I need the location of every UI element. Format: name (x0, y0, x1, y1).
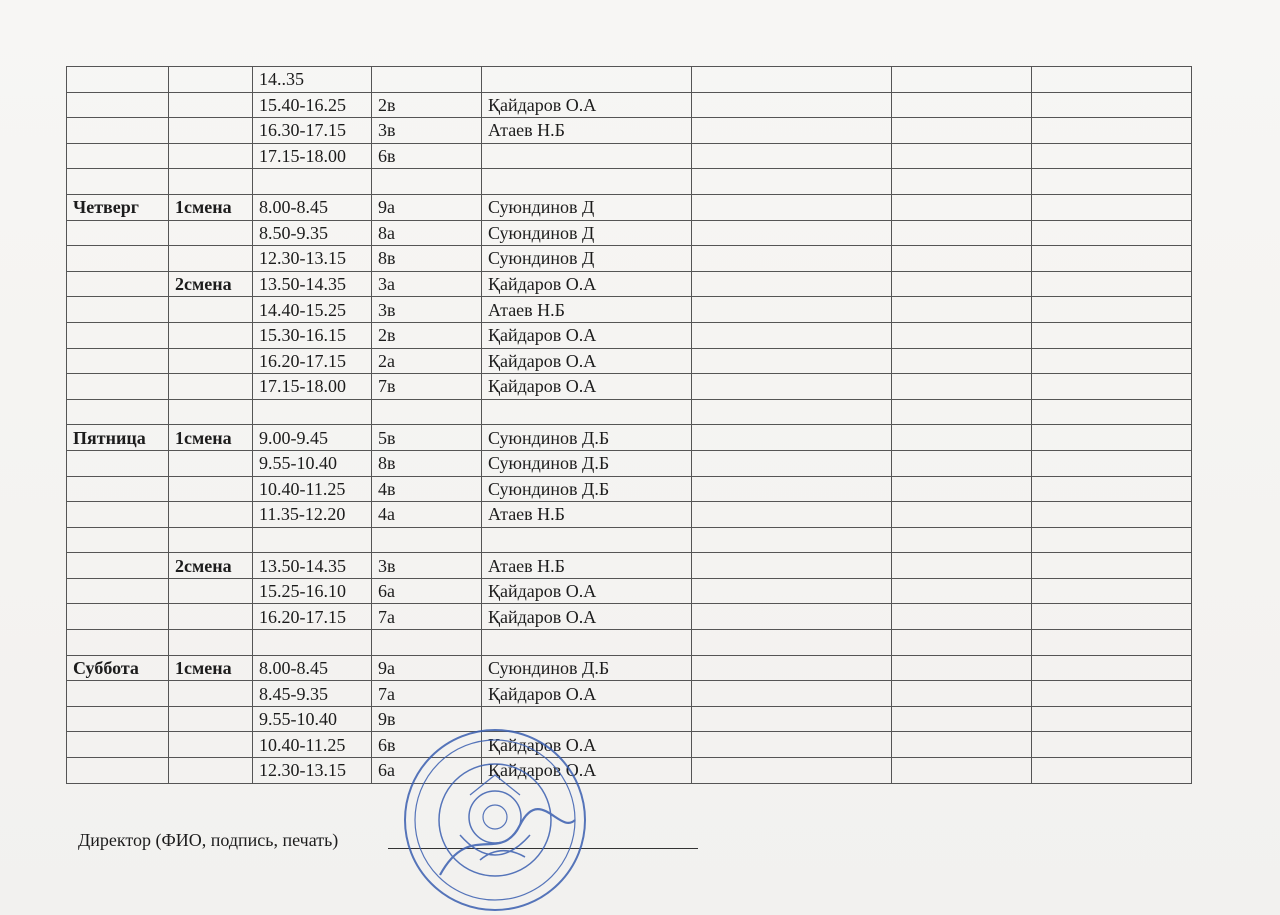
class-cell: 2в (372, 322, 482, 348)
empty-cell (1032, 67, 1192, 93)
empty-cell (692, 425, 892, 451)
empty-cell (692, 604, 892, 630)
table-row (67, 399, 1192, 425)
day-cell (67, 399, 169, 425)
shift-cell (169, 450, 253, 476)
empty-cell (692, 118, 892, 144)
time-cell: 15.40-16.25 (253, 92, 372, 118)
empty-cell (892, 450, 1032, 476)
empty-cell (892, 246, 1032, 272)
empty-cell (1032, 374, 1192, 400)
shift-cell: 2смена (169, 553, 253, 579)
empty-cell (892, 92, 1032, 118)
teacher-cell: Қайдаров О.А (482, 681, 692, 707)
official-stamp-icon (400, 725, 590, 915)
table-row (67, 450, 1192, 476)
empty-cell (892, 194, 1032, 220)
empty-cell (692, 630, 892, 656)
empty-cell (892, 425, 1032, 451)
time-cell: 16.30-17.15 (253, 118, 372, 144)
empty-cell (1032, 604, 1192, 630)
table-row (67, 220, 1192, 246)
time-cell: 11.35-12.20 (253, 502, 372, 528)
day-cell (67, 758, 169, 784)
table-row (67, 143, 1192, 169)
day-cell: Суббота (67, 655, 169, 681)
empty-cell (1032, 169, 1192, 195)
shift-cell (169, 92, 253, 118)
time-cell: 15.25-16.10 (253, 578, 372, 604)
table-row (67, 246, 1192, 272)
shift-cell (169, 246, 253, 272)
day-cell (67, 143, 169, 169)
shift-cell: 1смена (169, 425, 253, 451)
empty-cell (892, 169, 1032, 195)
time-cell: 12.30-13.15 (253, 246, 372, 272)
time-cell: 8.50-9.35 (253, 220, 372, 246)
time-cell: 15.30-16.15 (253, 322, 372, 348)
shift-cell: 2смена (169, 271, 253, 297)
class-cell: 8в (372, 246, 482, 272)
day-cell (67, 578, 169, 604)
shift-cell (169, 374, 253, 400)
time-cell: 17.15-18.00 (253, 143, 372, 169)
class-cell: 3в (372, 297, 482, 323)
day-cell (67, 374, 169, 400)
time-cell: 17.15-18.00 (253, 374, 372, 400)
time-cell: 14.40-15.25 (253, 297, 372, 323)
class-cell: 5в (372, 425, 482, 451)
shift-cell (169, 143, 253, 169)
empty-cell (692, 681, 892, 707)
class-cell: 6а (372, 578, 482, 604)
class-cell: 8в (372, 450, 482, 476)
empty-cell (1032, 220, 1192, 246)
time-cell: 8.00-8.45 (253, 655, 372, 681)
day-cell (67, 92, 169, 118)
time-cell (253, 630, 372, 656)
empty-cell (1032, 655, 1192, 681)
day-cell (67, 169, 169, 195)
empty-cell (892, 220, 1032, 246)
empty-cell (892, 67, 1032, 93)
empty-cell (1032, 297, 1192, 323)
empty-cell (892, 604, 1032, 630)
class-cell: 2в (372, 92, 482, 118)
empty-cell (692, 553, 892, 579)
empty-cell (1032, 706, 1192, 732)
empty-cell (892, 732, 1032, 758)
shift-cell (169, 348, 253, 374)
teacher-cell: Атаев Н.Б (482, 118, 692, 144)
empty-cell (692, 67, 892, 93)
empty-cell (692, 450, 892, 476)
time-cell (253, 399, 372, 425)
day-cell (67, 246, 169, 272)
day-cell (67, 502, 169, 528)
shift-cell (169, 322, 253, 348)
empty-cell (892, 271, 1032, 297)
empty-cell (692, 220, 892, 246)
empty-cell (692, 374, 892, 400)
empty-cell (1032, 194, 1192, 220)
teacher-cell: Қайдаров О.А (482, 348, 692, 374)
empty-cell (692, 297, 892, 323)
shift-cell (169, 67, 253, 93)
empty-cell (1032, 425, 1192, 451)
empty-cell (892, 527, 1032, 553)
shift-cell (169, 476, 253, 502)
time-cell (253, 169, 372, 195)
empty-cell (892, 476, 1032, 502)
time-cell: 16.20-17.15 (253, 604, 372, 630)
table-row (67, 604, 1192, 630)
empty-cell (692, 169, 892, 195)
day-cell (67, 476, 169, 502)
class-cell (372, 630, 482, 656)
empty-cell (892, 143, 1032, 169)
table-row (67, 322, 1192, 348)
day-cell (67, 67, 169, 93)
time-cell: 14..35 (253, 67, 372, 93)
empty-cell (692, 399, 892, 425)
shift-cell (169, 399, 253, 425)
empty-cell (692, 655, 892, 681)
empty-cell (692, 758, 892, 784)
time-cell: 13.50-14.35 (253, 271, 372, 297)
day-cell (67, 681, 169, 707)
empty-cell (1032, 246, 1192, 272)
table-row (67, 169, 1192, 195)
empty-cell (692, 732, 892, 758)
class-cell: 7а (372, 604, 482, 630)
teacher-cell: Атаев Н.Б (482, 502, 692, 528)
day-cell (67, 348, 169, 374)
day-cell (67, 732, 169, 758)
shift-cell (169, 578, 253, 604)
teacher-cell: Қайдаров О.А (482, 758, 692, 784)
time-cell: 8.45-9.35 (253, 681, 372, 707)
empty-cell (1032, 143, 1192, 169)
class-cell: 4а (372, 502, 482, 528)
shift-cell (169, 604, 253, 630)
empty-cell (692, 194, 892, 220)
empty-cell (1032, 322, 1192, 348)
empty-cell (1032, 118, 1192, 144)
time-cell: 12.30-13.15 (253, 758, 372, 784)
empty-cell (1032, 348, 1192, 374)
class-cell: 3в (372, 118, 482, 144)
teacher-cell: Суюндинов Д.Б (482, 450, 692, 476)
empty-cell (692, 92, 892, 118)
table-row (67, 681, 1192, 707)
day-cell: Четверг (67, 194, 169, 220)
empty-cell (692, 143, 892, 169)
table-row (67, 374, 1192, 400)
empty-cell (1032, 399, 1192, 425)
empty-cell (692, 502, 892, 528)
table-row (67, 194, 1192, 220)
table-row (67, 92, 1192, 118)
empty-cell (1032, 271, 1192, 297)
class-cell: 2а (372, 348, 482, 374)
day-cell (67, 450, 169, 476)
empty-cell (1032, 527, 1192, 553)
empty-cell (692, 706, 892, 732)
teacher-cell: Қайдаров О.А (482, 604, 692, 630)
teacher-cell (482, 143, 692, 169)
empty-cell (1032, 92, 1192, 118)
time-cell: 16.20-17.15 (253, 348, 372, 374)
teacher-cell: Қайдаров О.А (482, 322, 692, 348)
teacher-cell (482, 169, 692, 195)
table-row (67, 758, 1192, 784)
empty-cell (1032, 553, 1192, 579)
empty-cell (892, 348, 1032, 374)
day-cell: Пятница (67, 425, 169, 451)
teacher-cell: Суюндинов Д (482, 220, 692, 246)
class-cell: 9а (372, 194, 482, 220)
empty-cell (892, 578, 1032, 604)
empty-cell (892, 553, 1032, 579)
empty-cell (892, 374, 1032, 400)
teacher-cell: Суюндинов Д (482, 194, 692, 220)
table-row (67, 578, 1192, 604)
empty-cell (692, 476, 892, 502)
class-cell: 4в (372, 476, 482, 502)
empty-cell (692, 527, 892, 553)
day-cell (67, 322, 169, 348)
empty-cell (892, 706, 1032, 732)
empty-cell (692, 348, 892, 374)
class-cell: 6в (372, 143, 482, 169)
shift-cell (169, 169, 253, 195)
empty-cell (692, 322, 892, 348)
shift-cell (169, 502, 253, 528)
time-cell: 13.50-14.35 (253, 553, 372, 579)
table-row (67, 476, 1192, 502)
teacher-cell: Суюндинов Д (482, 246, 692, 272)
shift-cell (169, 681, 253, 707)
class-cell: 3а (372, 271, 482, 297)
day-cell (67, 271, 169, 297)
empty-cell (892, 630, 1032, 656)
shift-cell: 1смена (169, 655, 253, 681)
teacher-cell: Қайдаров О.А (482, 92, 692, 118)
teacher-cell: Суюндинов Д.Б (482, 655, 692, 681)
table-row (67, 297, 1192, 323)
table-row (67, 67, 1192, 93)
empty-cell (1032, 476, 1192, 502)
day-cell (67, 297, 169, 323)
director-signature-label: Директор (ФИО, подпись, печать) (78, 830, 339, 850)
time-cell (253, 527, 372, 553)
teacher-cell (482, 67, 692, 93)
time-cell: 9.00-9.45 (253, 425, 372, 451)
teacher-cell: Қайдаров О.А (482, 732, 692, 758)
teacher-cell: Қайдаров О.А (482, 374, 692, 400)
empty-cell (892, 681, 1032, 707)
empty-cell (692, 271, 892, 297)
class-cell (372, 67, 482, 93)
empty-cell (692, 578, 892, 604)
day-cell (67, 604, 169, 630)
shift-cell (169, 630, 253, 656)
empty-cell (1032, 758, 1192, 784)
class-cell (372, 399, 482, 425)
class-cell: 9в (372, 706, 482, 732)
empty-cell (1032, 578, 1192, 604)
empty-cell (1032, 502, 1192, 528)
teacher-cell: Суюндинов Д.Б (482, 476, 692, 502)
time-cell: 9.55-10.40 (253, 450, 372, 476)
table-row (67, 655, 1192, 681)
empty-cell (692, 246, 892, 272)
day-cell (67, 220, 169, 246)
shift-cell (169, 758, 253, 784)
table-row (67, 118, 1192, 144)
time-cell: 10.40-11.25 (253, 732, 372, 758)
shift-cell (169, 527, 253, 553)
class-cell: 9а (372, 655, 482, 681)
table-row (67, 630, 1192, 656)
class-cell: 8а (372, 220, 482, 246)
time-cell: 9.55-10.40 (253, 706, 372, 732)
teacher-cell: Қайдаров О.А (482, 578, 692, 604)
table-row (67, 732, 1192, 758)
empty-cell (892, 118, 1032, 144)
table-row (67, 348, 1192, 374)
empty-cell (1032, 732, 1192, 758)
empty-cell (892, 399, 1032, 425)
table-row (67, 271, 1192, 297)
teacher-cell: Атаев Н.Б (482, 553, 692, 579)
day-cell (67, 118, 169, 144)
class-cell: 3в (372, 553, 482, 579)
teacher-cell (482, 630, 692, 656)
shift-cell (169, 732, 253, 758)
day-cell (67, 630, 169, 656)
class-cell (372, 527, 482, 553)
empty-cell (892, 297, 1032, 323)
class-cell: 6в (372, 732, 482, 758)
table-row (67, 527, 1192, 553)
empty-cell (892, 322, 1032, 348)
class-cell (372, 169, 482, 195)
empty-cell (892, 502, 1032, 528)
table-row (67, 425, 1192, 451)
day-cell (67, 706, 169, 732)
shift-cell (169, 706, 253, 732)
table-row (67, 553, 1192, 579)
shift-cell (169, 220, 253, 246)
teacher-cell: Суюндинов Д.Б (482, 425, 692, 451)
empty-cell (1032, 630, 1192, 656)
empty-cell (892, 655, 1032, 681)
teacher-cell (482, 527, 692, 553)
class-cell: 6а (372, 758, 482, 784)
shift-cell (169, 118, 253, 144)
table-row (67, 706, 1192, 732)
day-cell (67, 527, 169, 553)
class-cell: 7в (372, 374, 482, 400)
class-cell: 7а (372, 681, 482, 707)
schedule-table (66, 66, 1192, 784)
time-cell: 10.40-11.25 (253, 476, 372, 502)
schedule-body (67, 67, 1192, 784)
shift-cell (169, 297, 253, 323)
table-row (67, 502, 1192, 528)
teacher-cell (482, 399, 692, 425)
shift-cell: 1смена (169, 194, 253, 220)
teacher-cell: Атаев Н.Б (482, 297, 692, 323)
empty-cell (892, 758, 1032, 784)
day-cell (67, 553, 169, 579)
empty-cell (1032, 681, 1192, 707)
time-cell: 8.00-8.45 (253, 194, 372, 220)
empty-cell (1032, 450, 1192, 476)
teacher-cell: Қайдаров О.А (482, 271, 692, 297)
